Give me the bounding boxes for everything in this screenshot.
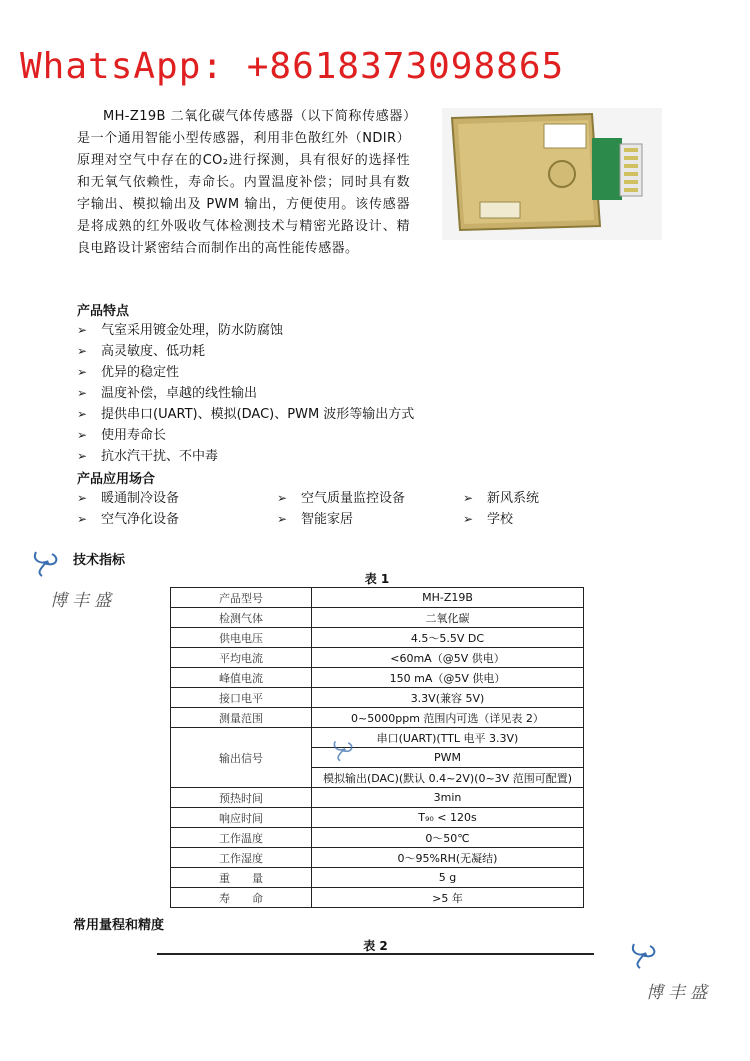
arrow-bullet-icon: ➢ [77,386,88,400]
arrow-bullet-icon: ➢ [77,365,88,379]
spec-table [170,587,584,908]
table-row: 工作温度 0～50℃ [171,828,584,848]
arrow-bullet-icon: ➢ [77,428,88,442]
list-item: ➢ 空气净化设备 [77,509,277,530]
arrow-bullet-icon: ➢ [277,512,288,526]
table1-caption: 表 1 [364,572,390,586]
tech-spec-title: 技术指标 [73,553,126,568]
table-row: 寿 命 >5 年 [171,888,584,908]
table-row: 接口电平 3.3V(兼容 5V) [171,688,584,708]
logo-text: 博丰盛 [50,591,116,611]
list-item: ➢ 抗水汽干扰、不中毒 [77,446,414,467]
table-row: 平均电流 <60mA（@5V 供电） [171,648,584,668]
arrow-bullet-icon: ➢ [77,512,88,526]
list-item: ➢ 使用寿命长 [77,425,414,446]
table-row: 供电电压 4.5～5.5V DC [171,628,584,648]
arrow-bullet-icon: ➢ [277,491,288,505]
table2-top-rule [157,953,594,955]
list-item: ➢ 智能家居 [277,509,463,530]
table-row: 测量范围 0~5000ppm 范围内可选（详见表 2） [171,708,584,728]
butterfly-logo-icon [30,548,66,580]
list-item: ➢ 高灵敏度、低功耗 [77,341,414,362]
table-row: 预热时间 3min [171,788,584,808]
table-row: 响应时间 T₉₀ < 120s [171,808,584,828]
sensor-photo [442,108,662,240]
company-logo-bottom [628,940,712,1003]
arrow-bullet-icon: ➢ [77,491,88,505]
list-item: ➢ 新风系统 [463,488,539,509]
arrow-bullet-icon: ➢ [77,407,88,421]
intro-paragraph: MH-Z19B 二氧化碳气体传感器（以下简称传感器）是一个通用智能小型传感器，利用非色散红外（NDIR）原理对空气中存在的CO₂进行探测，具有很好的选择性和无氧气依赖性，寿命长。内置温度补偿；同时具有数字输出、模拟输出及 PWM 输出，方便使用。该传感器是将成熟的红外吸收气体检测技术与精密光路设计、精良电路设计紧密结合而制作出的高性能传感器。 [77,109,410,256]
list-item: ➢ 学校 [463,509,513,530]
table-row: 模拟输出(DAC)(默认 0.4~2V)(0~3V 范围可配置) [171,768,584,788]
table-row: PWM [171,748,584,768]
table-row: 产品型号 MH-Z19B [171,588,584,608]
arrow-bullet-icon: ➢ [77,323,88,337]
arrow-bullet-icon: ➢ [77,449,88,463]
range-title: 常用量程和精度 [73,918,165,933]
arrow-bullet-icon: ➢ [77,344,88,358]
arrow-bullet-icon: ➢ [463,512,474,526]
list-item: ➢ 气室采用镀金处理，防水防腐蚀 [77,320,414,341]
list-item: ➢ 提供串口(UART)、模拟(DAC)、PWM 波形等输出方式 [77,404,414,425]
features-list [77,320,414,467]
arrow-bullet-icon: ➢ [463,491,474,505]
applications-title: 产品应用场合 [77,472,156,487]
table-row: 重 量 5 g [171,868,584,888]
list-item: ➢ 空气质量监控设备 [277,488,463,509]
table-logo-watermark [330,738,360,768]
list-item: ➢ 暖通制冷设备 [77,488,277,509]
table-row: 工作湿度 0～95%RH(无凝结) [171,848,584,868]
logo-text: 博丰盛 [646,983,712,1003]
applications-grid [77,488,597,530]
list-item: ➢ 温度补偿，卓越的线性输出 [77,383,414,404]
whatsapp-watermark: WhatsApp: +8618373098865 [20,46,565,87]
table2-caption: 表 2 [363,939,388,953]
table-row: 输出信号 串口(UART)(TTL 电平 3.3V) [171,728,584,748]
table-row: 检测气体 二氧化碳 [171,608,584,628]
butterfly-logo-icon [330,738,360,764]
list-item: ➢ 优异的稳定性 [77,362,414,383]
butterfly-logo-icon [628,940,664,972]
table-row: 峰值电流 150 mA（@5V 供电） [171,668,584,688]
features-title: 产品特点 [77,304,130,319]
